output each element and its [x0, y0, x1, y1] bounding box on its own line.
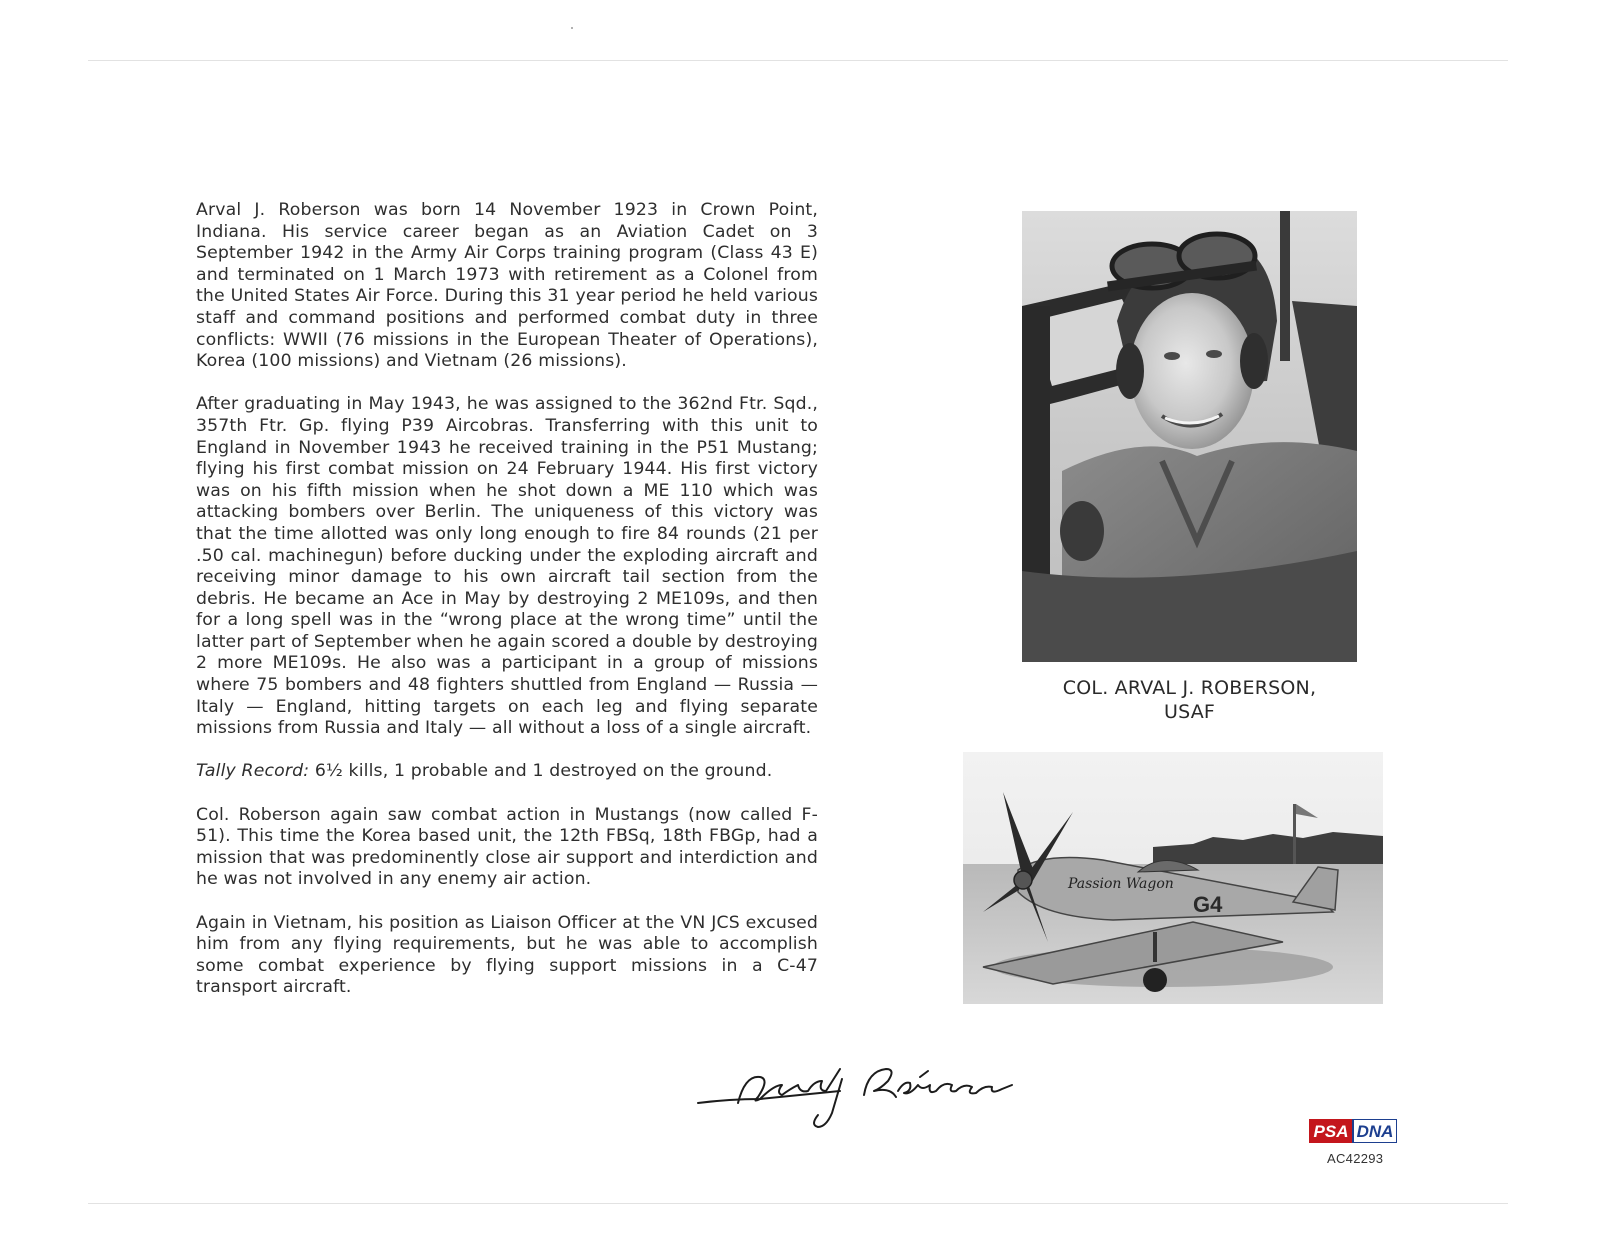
psa-dna-logo [1309, 1119, 1397, 1143]
authentication-code: AC42293 [1327, 1151, 1384, 1166]
top-edge-line [88, 60, 1508, 61]
bio-paragraph-vietnam: Again in Vietnam, his position as Liaison Officer at the VN JCS excused him from any flying requirements, but he was able to accomplish some combat experience by flying support missions in a C-47 transport aircraft. [196, 912, 818, 998]
bio-paragraph-wwii: After graduating in May 1943, he was assigned to the 362nd Ftr. Sqd., 357th Ftr. Gp. flying P39 Aircobras. Transferring with this unit to England in November 1943 he received training in the P51 Mustang; flying his first combat mission on 24 February 1944. His first victory was on his fifth mission when he shot down a ME 110 which was attacking bombers over Berlin. The uniqueness of this victory was that the time allotted was only long enough to fire 84 rounds (21 per .50 cal. machinegun) before ducking under the exploding aircraft and receiving minor damage to his own aircraft tail section from the debris. He became an Ace in May by destroying 2 ME109s, and then for a long spell was in the “wrong place at the wrong time” until the latter part of September when he again scored a double by destroying 2 more ME109s. He also was a participant in a group of missions where 75 bombers and 48 fighters shuttled from England — Russia — Italy — England, hitting targets on each leg and flying separate missions from Russia and Italy — all without a loss of a single aircraft. [196, 394, 818, 739]
biography-text [196, 200, 818, 1021]
caption-name: COL. ARVAL J. ROBERSON, [1062, 677, 1317, 699]
paper-speck [571, 27, 573, 29]
logo-psa-text: PSA [1313, 1122, 1349, 1141]
tally-record [196, 761, 818, 783]
pilot-portrait-photo [1022, 211, 1357, 662]
caption-service: USAF [1163, 701, 1216, 723]
tally-record-label: Tally Record: [196, 761, 310, 782]
fuselage-code-text: G4 [1193, 892, 1223, 917]
autograph-signature [690, 1055, 1040, 1145]
portrait-caption [1022, 676, 1357, 724]
bottom-edge-line [88, 1203, 1508, 1204]
nose-art-text: Passion Wagon [1068, 876, 1174, 892]
p51-mustang-photo [963, 752, 1383, 1004]
tally-record-value: 6½ kills, 1 probable and 1 destroyed on the ground. [309, 761, 773, 782]
logo-dna-text: DNA [1356, 1122, 1394, 1141]
bio-paragraph-korea: Col. Roberson again saw combat action in Mustangs (now called F-51). This time the Korea based unit, the 12th FBSq, 18th FBGp, had a mission that was predominently close air support and interdiction and he was not involved in any enemy air action. [196, 804, 818, 890]
bio-paragraph-intro: Arval J. Roberson was born 14 November 1923 in Crown Point, Indiana. His service career began as an Aviation Cadet on 3 September 1942 in the Army Air Corps training program (Class 43 E) and terminated on 1 March 1973 with retirement as a Colonel from the United States Air Force. During this 31 year period he held various staff and command positions and performed combat duty in three conflicts: WWII (76 missions in the European Theater of Operations), Korea (100 missions) and Vietnam (26 missions). [196, 200, 818, 372]
